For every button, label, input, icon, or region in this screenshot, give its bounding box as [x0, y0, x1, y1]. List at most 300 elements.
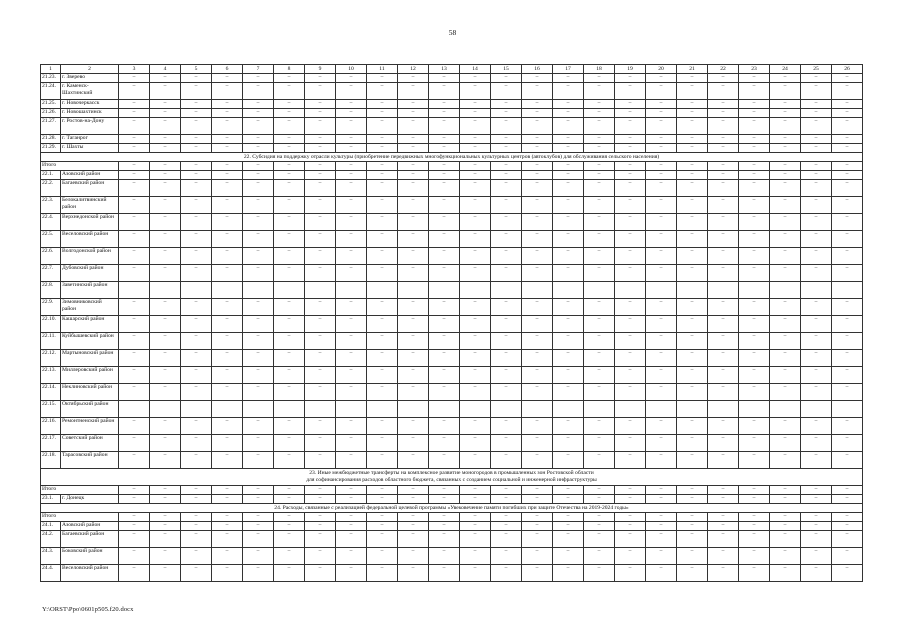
value-cell: –	[181, 452, 212, 469]
row-name: Миллеровский район	[61, 367, 119, 384]
value-cell: –	[181, 118, 212, 135]
table-row	[41, 522, 863, 531]
value-cell: –	[491, 452, 522, 469]
value-cell: –	[460, 180, 491, 197]
value-cell: –	[119, 248, 150, 265]
value-cell: –	[522, 384, 553, 401]
value-cell: –	[770, 135, 801, 144]
value-cell: –	[708, 162, 739, 171]
value-cell: –	[553, 248, 584, 265]
value-cell: –	[336, 231, 367, 248]
value-cell: –	[584, 435, 615, 452]
value-cell: –	[150, 162, 181, 171]
value-cell	[181, 401, 212, 418]
value-cell: –	[119, 109, 150, 118]
value-cell: –	[243, 162, 274, 171]
table-row	[41, 435, 863, 452]
column-header: 5	[181, 65, 212, 74]
value-cell: –	[212, 74, 243, 83]
value-cell: –	[460, 367, 491, 384]
row-code: 22.3.	[41, 197, 61, 214]
value-cell: –	[305, 265, 336, 282]
value-cell: –	[119, 565, 150, 582]
value-cell: –	[646, 162, 677, 171]
row-code: 24.3.	[41, 548, 61, 565]
value-cell: –	[615, 144, 646, 153]
value-cell: –	[429, 180, 460, 197]
value-cell: –	[832, 299, 863, 316]
value-cell: –	[491, 548, 522, 565]
value-cell: –	[181, 513, 212, 522]
row-code: 21.25.	[41, 100, 61, 109]
row-name: Азовский район	[61, 171, 119, 180]
value-cell: –	[770, 522, 801, 531]
value-cell	[801, 401, 832, 418]
value-cell: –	[832, 197, 863, 214]
value-cell: –	[367, 231, 398, 248]
value-cell: –	[677, 452, 708, 469]
value-cell: –	[491, 495, 522, 504]
value-cell: –	[274, 214, 305, 231]
value-cell: –	[336, 171, 367, 180]
value-cell: –	[336, 486, 367, 495]
value-cell: –	[150, 548, 181, 565]
value-cell: –	[522, 214, 553, 231]
section-title	[41, 504, 863, 513]
value-cell: –	[708, 548, 739, 565]
value-cell: –	[801, 109, 832, 118]
value-cell: –	[801, 299, 832, 316]
value-cell: –	[615, 495, 646, 504]
value-cell: –	[181, 265, 212, 282]
value-cell: –	[801, 486, 832, 495]
value-cell: –	[181, 495, 212, 504]
value-cell: –	[646, 418, 677, 435]
value-cell: –	[367, 118, 398, 135]
value-cell: –	[522, 299, 553, 316]
value-cell: –	[739, 162, 770, 171]
value-cell: –	[367, 316, 398, 333]
value-cell	[243, 282, 274, 299]
value-cell: –	[429, 522, 460, 531]
value-cell: –	[398, 180, 429, 197]
value-cell	[367, 282, 398, 299]
value-cell: –	[708, 248, 739, 265]
value-cell: –	[212, 316, 243, 333]
value-cell: –	[832, 74, 863, 83]
value-cell: –	[460, 350, 491, 367]
value-cell: –	[646, 350, 677, 367]
value-cell: –	[460, 384, 491, 401]
value-cell	[336, 401, 367, 418]
value-cell: –	[336, 495, 367, 504]
value-cell: –	[584, 83, 615, 100]
row-name: Волгодонской район	[61, 248, 119, 265]
value-cell: –	[460, 162, 491, 171]
value-cell	[832, 282, 863, 299]
value-cell: –	[739, 513, 770, 522]
value-cell: –	[832, 265, 863, 282]
value-cell: –	[243, 565, 274, 582]
value-cell: –	[150, 513, 181, 522]
value-cell: –	[553, 109, 584, 118]
value-cell: –	[553, 83, 584, 100]
column-header: 4	[150, 65, 181, 74]
value-cell: –	[522, 162, 553, 171]
value-cell: –	[522, 144, 553, 153]
value-cell: –	[739, 333, 770, 350]
value-cell: –	[770, 118, 801, 135]
value-cell: –	[770, 299, 801, 316]
section-title-line: 22. Субсидия на поддержку отрасли культуры (приобретение передвижных многофункциональных культурных центров (автоклубов) для обслуживания сельского населения)	[243, 153, 660, 160]
value-cell: –	[491, 486, 522, 495]
value-cell: –	[274, 100, 305, 109]
value-cell: –	[553, 135, 584, 144]
value-cell: –	[615, 109, 646, 118]
row-name: Азовский район	[61, 522, 119, 531]
value-cell: –	[305, 435, 336, 452]
value-cell	[212, 282, 243, 299]
value-cell: –	[553, 350, 584, 367]
row-code: 21.27.	[41, 118, 61, 135]
value-cell: –	[274, 548, 305, 565]
value-cell: –	[615, 135, 646, 144]
value-cell: –	[367, 452, 398, 469]
value-cell: –	[646, 265, 677, 282]
value-cell: –	[429, 452, 460, 469]
value-cell: –	[212, 367, 243, 384]
value-cell: –	[305, 333, 336, 350]
value-cell: –	[367, 83, 398, 100]
value-cell: –	[181, 109, 212, 118]
value-cell: –	[646, 197, 677, 214]
value-cell: –	[615, 100, 646, 109]
value-cell: –	[646, 452, 677, 469]
value-cell: –	[801, 265, 832, 282]
value-cell: –	[584, 231, 615, 248]
value-cell: –	[429, 74, 460, 83]
value-cell: –	[832, 486, 863, 495]
value-cell: –	[677, 100, 708, 109]
value-cell: –	[119, 486, 150, 495]
value-cell: –	[429, 565, 460, 582]
value-cell: –	[677, 299, 708, 316]
value-cell: –	[336, 384, 367, 401]
value-cell: –	[708, 316, 739, 333]
row-name: Веселовский район	[61, 231, 119, 248]
value-cell: –	[336, 452, 367, 469]
value-cell	[212, 401, 243, 418]
value-cell: –	[274, 565, 305, 582]
row-name: Верхнедонской район	[61, 214, 119, 231]
value-cell: –	[739, 83, 770, 100]
value-cell: –	[119, 144, 150, 153]
row-code: 22.13.	[41, 367, 61, 384]
value-cell: –	[491, 74, 522, 83]
row-code: 22.8.	[41, 282, 61, 299]
value-cell: –	[739, 100, 770, 109]
value-cell: –	[584, 135, 615, 144]
value-cell: –	[646, 171, 677, 180]
value-cell: –	[770, 214, 801, 231]
value-cell: –	[305, 367, 336, 384]
value-cell: –	[491, 83, 522, 100]
column-header: 1	[41, 65, 61, 74]
value-cell: –	[212, 109, 243, 118]
value-cell: –	[150, 299, 181, 316]
value-cell: –	[615, 83, 646, 100]
value-cell: –	[646, 214, 677, 231]
value-cell: –	[181, 565, 212, 582]
value-cell: –	[243, 214, 274, 231]
value-cell	[460, 401, 491, 418]
value-cell: –	[584, 418, 615, 435]
value-cell: –	[181, 418, 212, 435]
column-header: 2	[61, 65, 119, 74]
value-cell	[398, 282, 429, 299]
value-cell: –	[243, 418, 274, 435]
value-cell: –	[615, 162, 646, 171]
value-cell: –	[801, 171, 832, 180]
value-cell: –	[212, 495, 243, 504]
value-cell: –	[522, 248, 553, 265]
value-cell: –	[801, 435, 832, 452]
value-cell: –	[646, 180, 677, 197]
value-cell: –	[646, 367, 677, 384]
value-cell: –	[119, 548, 150, 565]
row-code: 24.4.	[41, 565, 61, 582]
table-row	[41, 248, 863, 265]
value-cell: –	[646, 248, 677, 265]
value-cell: –	[801, 522, 832, 531]
value-cell: –	[553, 522, 584, 531]
value-cell: –	[739, 565, 770, 582]
value-cell: –	[243, 299, 274, 316]
value-cell: –	[398, 316, 429, 333]
value-cell: –	[491, 333, 522, 350]
row-code: 22.9.	[41, 299, 61, 316]
value-cell: –	[367, 333, 398, 350]
value-cell	[739, 401, 770, 418]
value-cell: –	[553, 197, 584, 214]
value-cell: –	[367, 248, 398, 265]
value-cell: –	[274, 486, 305, 495]
value-cell: –	[615, 384, 646, 401]
value-cell: –	[336, 350, 367, 367]
value-cell: –	[274, 162, 305, 171]
value-cell: –	[274, 180, 305, 197]
value-cell: –	[491, 522, 522, 531]
value-cell: –	[398, 531, 429, 548]
value-cell: –	[119, 299, 150, 316]
value-cell: –	[770, 418, 801, 435]
column-header: 12	[398, 65, 429, 74]
value-cell: –	[522, 83, 553, 100]
value-cell: –	[491, 135, 522, 144]
value-cell: –	[305, 486, 336, 495]
value-cell: –	[305, 180, 336, 197]
row-code: 22.6.	[41, 248, 61, 265]
value-cell	[181, 282, 212, 299]
value-cell: –	[770, 74, 801, 83]
value-cell: –	[398, 118, 429, 135]
value-cell: –	[336, 435, 367, 452]
value-cell: –	[119, 513, 150, 522]
value-cell: –	[832, 333, 863, 350]
value-cell: –	[615, 367, 646, 384]
value-cell: –	[212, 548, 243, 565]
value-cell: –	[212, 384, 243, 401]
value-cell: –	[429, 100, 460, 109]
row-name: Куйбышевский район	[61, 333, 119, 350]
value-cell: –	[429, 135, 460, 144]
value-cell: –	[491, 109, 522, 118]
value-cell: –	[274, 83, 305, 100]
value-cell: –	[801, 495, 832, 504]
value-cell: –	[212, 248, 243, 265]
row-name: Мартыновский район	[61, 350, 119, 367]
value-cell: –	[522, 109, 553, 118]
section-title-row	[41, 153, 863, 162]
value-cell: –	[274, 231, 305, 248]
value-cell: –	[584, 171, 615, 180]
value-cell: –	[708, 495, 739, 504]
value-cell: –	[770, 452, 801, 469]
value-cell: –	[553, 418, 584, 435]
value-cell: –	[677, 531, 708, 548]
value-cell: –	[305, 565, 336, 582]
value-cell: –	[708, 100, 739, 109]
row-name: Кашарский район	[61, 316, 119, 333]
value-cell: –	[336, 197, 367, 214]
value-cell: –	[367, 548, 398, 565]
value-cell: –	[150, 316, 181, 333]
value-cell: –	[770, 248, 801, 265]
value-cell: –	[398, 486, 429, 495]
value-cell: –	[305, 109, 336, 118]
value-cell: –	[739, 522, 770, 531]
column-header: 7	[243, 65, 274, 74]
value-cell: –	[429, 486, 460, 495]
value-cell: –	[429, 367, 460, 384]
row-name: Багаевский район	[61, 531, 119, 548]
value-cell: –	[553, 214, 584, 231]
value-cell: –	[119, 231, 150, 248]
value-cell: –	[429, 333, 460, 350]
value-cell: –	[212, 197, 243, 214]
value-cell: –	[708, 109, 739, 118]
value-cell: –	[274, 418, 305, 435]
value-cell: –	[646, 384, 677, 401]
value-cell: –	[770, 109, 801, 118]
value-cell: –	[677, 513, 708, 522]
value-cell: –	[553, 316, 584, 333]
value-cell: –	[677, 74, 708, 83]
value-cell: –	[305, 316, 336, 333]
value-cell: –	[677, 214, 708, 231]
value-cell: –	[429, 83, 460, 100]
value-cell: –	[770, 197, 801, 214]
value-cell: –	[212, 350, 243, 367]
value-cell: –	[584, 74, 615, 83]
value-cell: –	[491, 531, 522, 548]
value-cell: –	[739, 144, 770, 153]
value-cell: –	[119, 214, 150, 231]
value-cell: –	[491, 248, 522, 265]
value-cell: –	[801, 513, 832, 522]
row-code: 22.5.	[41, 231, 61, 248]
value-cell: –	[832, 367, 863, 384]
table-row	[41, 74, 863, 83]
section-title-row	[41, 469, 863, 486]
value-cell: –	[398, 384, 429, 401]
value-cell: –	[460, 74, 491, 83]
value-cell: –	[150, 531, 181, 548]
value-cell: –	[212, 486, 243, 495]
table-row	[41, 316, 863, 333]
value-cell: –	[553, 435, 584, 452]
value-cell: –	[708, 144, 739, 153]
value-cell: –	[522, 171, 553, 180]
value-cell: –	[429, 109, 460, 118]
row-code: 22.1.	[41, 171, 61, 180]
row-name: г. Таганрог	[61, 135, 119, 144]
value-cell: –	[274, 144, 305, 153]
value-cell: –	[615, 171, 646, 180]
value-cell: –	[119, 162, 150, 171]
value-cell: –	[243, 495, 274, 504]
value-cell: –	[181, 83, 212, 100]
value-cell: –	[119, 197, 150, 214]
table-row	[41, 384, 863, 401]
value-cell: –	[460, 109, 491, 118]
value-cell: –	[274, 452, 305, 469]
value-cell: –	[584, 316, 615, 333]
value-cell: –	[274, 531, 305, 548]
value-cell: –	[739, 74, 770, 83]
row-code: 21.24.	[41, 83, 61, 100]
value-cell: –	[646, 565, 677, 582]
value-cell: –	[119, 350, 150, 367]
value-cell: –	[150, 197, 181, 214]
value-cell: –	[119, 367, 150, 384]
value-cell: –	[832, 231, 863, 248]
value-cell: –	[336, 135, 367, 144]
table-row	[41, 350, 863, 367]
value-cell: –	[305, 214, 336, 231]
value-cell: –	[491, 418, 522, 435]
value-cell: –	[770, 316, 801, 333]
value-cell: –	[832, 435, 863, 452]
value-cell: –	[739, 248, 770, 265]
column-header: 16	[522, 65, 553, 74]
value-cell: –	[150, 171, 181, 180]
value-cell: –	[336, 548, 367, 565]
value-cell: –	[677, 486, 708, 495]
value-cell: –	[739, 316, 770, 333]
value-cell: –	[181, 316, 212, 333]
column-header: 9	[305, 65, 336, 74]
value-cell: –	[801, 74, 832, 83]
value-cell: –	[150, 435, 181, 452]
row-code: 22.18.	[41, 452, 61, 469]
row-name: г. Новочеркасск	[61, 100, 119, 109]
value-cell: –	[708, 522, 739, 531]
value-cell: –	[336, 109, 367, 118]
row-code: 22.14.	[41, 384, 61, 401]
value-cell: –	[460, 144, 491, 153]
value-cell: –	[429, 144, 460, 153]
